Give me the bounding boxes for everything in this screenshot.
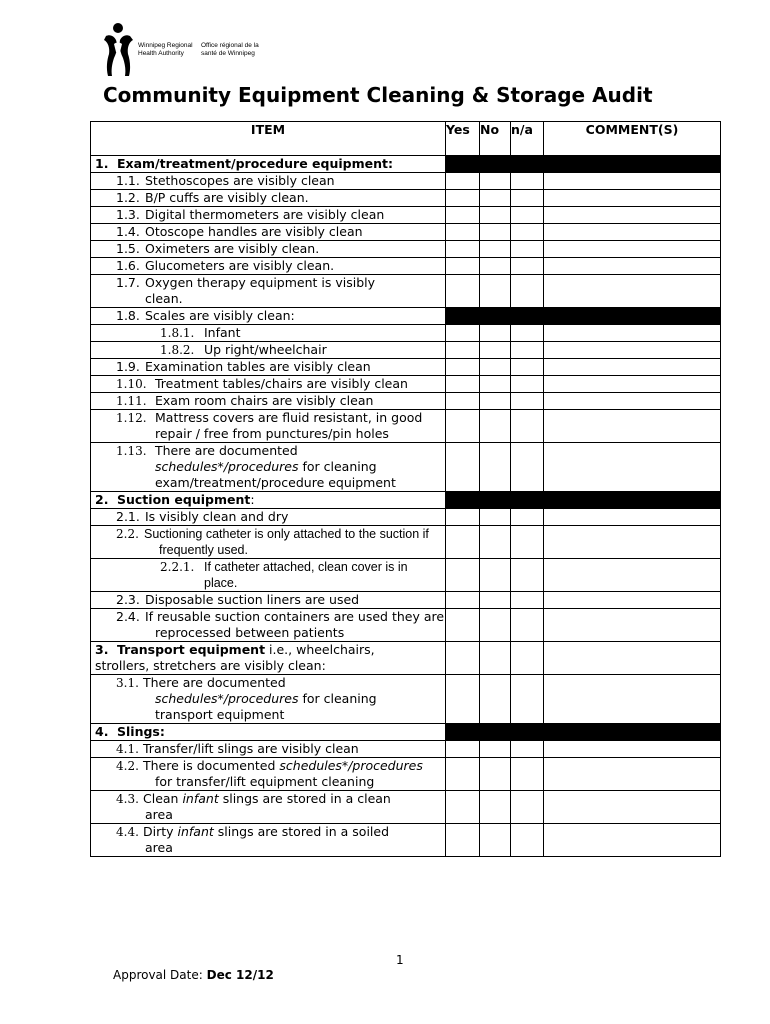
page-number: 1	[396, 953, 404, 967]
comment-cell[interactable]	[544, 325, 721, 342]
no-cell[interactable]	[480, 526, 511, 559]
no-cell[interactable]	[480, 190, 511, 207]
comment-cell[interactable]	[544, 824, 721, 857]
item-text: Infant	[204, 325, 241, 340]
no-cell[interactable]	[480, 824, 511, 857]
na-cell[interactable]	[511, 190, 544, 207]
yes-cell[interactable]	[446, 207, 480, 224]
yes-cell[interactable]	[446, 342, 480, 359]
table-row: 1.1. Stethoscopes are visibly clean	[91, 173, 721, 190]
no-cell[interactable]	[480, 741, 511, 758]
item-text: There are documented schedules*/procedures for cleaning transport equipment	[143, 675, 377, 722]
no-cell[interactable]	[480, 592, 511, 609]
yes-cell[interactable]	[446, 675, 480, 724]
yes-cell[interactable]	[446, 741, 480, 758]
yes-cell[interactable]	[446, 824, 480, 857]
item-text: Otoscope handles are visibly clean	[145, 224, 363, 239]
section-row: 2. Suction equipment:	[91, 492, 721, 509]
yes-cell[interactable]	[446, 526, 480, 559]
no-cell[interactable]	[480, 609, 511, 642]
comment-cell[interactable]	[544, 741, 721, 758]
comments-column-header: COMMENT(S)	[544, 122, 721, 156]
item-text: If reusable suction containers are used they are reprocessed between patients	[145, 609, 445, 640]
subsection-row: 1.8. Scales are visibly clean:	[91, 308, 721, 325]
no-cell[interactable]	[480, 207, 511, 224]
comment-cell[interactable]	[544, 190, 721, 207]
table-row: 1.6. Glucometers are visibly clean.	[91, 258, 721, 275]
no-cell[interactable]	[480, 258, 511, 275]
org-name-french: Office régional de la santé de Winnipeg	[201, 42, 259, 57]
section-title: Slings:	[117, 724, 165, 739]
section-row: 1. Exam/treatment/procedure equipment:	[91, 156, 721, 173]
item-text: Glucometers are visibly clean.	[145, 258, 335, 273]
item-text: Digital thermometers are visibly clean	[145, 207, 385, 222]
table-row: 2.3. Disposable suction liners are used	[91, 592, 721, 609]
comment-cell[interactable]	[544, 359, 721, 376]
table-row: 1.9. Examination tables are visibly clean	[91, 359, 721, 376]
table-row: 1.11. Exam room chairs are visibly clean	[91, 393, 721, 410]
no-cell[interactable]	[480, 325, 511, 342]
comment-cell[interactable]	[544, 642, 721, 675]
no-cell[interactable]	[480, 443, 511, 492]
item-text: Disposable suction liners are used	[145, 592, 360, 607]
no-cell[interactable]	[480, 173, 511, 190]
table-row: 4.3. Clean infant slings are stored in a clean area	[91, 791, 721, 824]
no-cell[interactable]	[480, 275, 511, 308]
na-cell[interactable]	[511, 592, 544, 609]
comment-cell[interactable]	[544, 207, 721, 224]
na-cell[interactable]	[511, 443, 544, 492]
yes-cell[interactable]	[446, 325, 480, 342]
no-cell[interactable]	[480, 393, 511, 410]
item-text: Stethoscopes are visibly clean	[145, 173, 335, 188]
na-cell[interactable]	[511, 609, 544, 642]
na-cell[interactable]	[511, 258, 544, 275]
item-text: Clean infant slings are stored in a clean area	[143, 791, 391, 822]
no-cell[interactable]	[480, 241, 511, 258]
table-row: 1.10. Treatment tables/chairs are visibly clean	[91, 376, 721, 393]
na-cell[interactable]	[511, 526, 544, 559]
na-cell[interactable]	[511, 275, 544, 308]
wrha-figure-icon	[100, 22, 136, 78]
comment-cell[interactable]	[544, 559, 721, 592]
no-cell[interactable]	[480, 675, 511, 724]
section-title: Suction equipment	[117, 492, 251, 507]
table-row: 3.1. There are documented schedules*/procedures for cleaning transport equipment	[91, 675, 721, 724]
table-row: 1.2. B/P cuffs are visibly clean.	[91, 190, 721, 207]
na-column-header: n/a	[511, 122, 544, 156]
section-title: Transport equipment	[117, 642, 266, 657]
yes-cell[interactable]	[446, 791, 480, 824]
item-text: Dirty infant slings are stored in a soiled area	[143, 824, 390, 855]
comment-cell[interactable]	[544, 410, 721, 443]
table-row: 2.4. If reusable suction containers are used they are reprocessed between patients	[91, 609, 721, 642]
item-text: Is visibly clean and dry	[145, 509, 289, 524]
yes-cell[interactable]	[446, 173, 480, 190]
item-column-header: ITEM	[91, 122, 446, 156]
no-cell[interactable]	[480, 559, 511, 592]
yes-cell[interactable]	[446, 758, 480, 791]
comment-cell[interactable]	[544, 241, 721, 258]
approval-label: Approval Date:	[113, 968, 203, 982]
na-cell[interactable]	[511, 758, 544, 791]
table-row: 1.8.2. Up right/wheelchair	[91, 342, 721, 359]
item-text: Mattress covers are fluid resistant, in good repair / free from punctures/pin holes	[155, 410, 423, 441]
table-row: 2.1. Is visibly clean and dry	[91, 509, 721, 526]
item-text: Exam room chairs are visibly clean	[155, 393, 374, 408]
comment-cell[interactable]	[544, 526, 721, 559]
na-cell[interactable]	[511, 741, 544, 758]
na-cell[interactable]	[511, 675, 544, 724]
yes-cell[interactable]	[446, 376, 480, 393]
header-row	[91, 122, 721, 156]
comment-cell[interactable]	[544, 342, 721, 359]
comment-cell[interactable]	[544, 275, 721, 308]
na-cell[interactable]	[511, 376, 544, 393]
table-row: 1.4. Otoscope handles are visibly clean	[91, 224, 721, 241]
na-cell[interactable]	[511, 824, 544, 857]
table-row: 1.8.1. Infant	[91, 325, 721, 342]
na-cell[interactable]	[511, 410, 544, 443]
comment-cell[interactable]	[544, 675, 721, 724]
na-cell[interactable]	[511, 559, 544, 592]
comment-cell[interactable]	[544, 609, 721, 642]
comment-cell[interactable]	[544, 509, 721, 526]
item-text: Suctioning catheter is only attached to the suction if frequently used.	[144, 527, 429, 557]
item-text: Examination tables are visibly clean	[145, 359, 371, 374]
org-name-english: Winnipeg Regional Health Authority	[138, 42, 193, 57]
wrha-logo	[100, 22, 280, 78]
na-cell[interactable]	[511, 642, 544, 675]
no-cell[interactable]	[480, 359, 511, 376]
yes-cell[interactable]	[446, 359, 480, 376]
no-cell[interactable]	[480, 376, 511, 393]
na-cell[interactable]	[511, 359, 544, 376]
item-text: Oximeters are visibly clean.	[145, 241, 320, 256]
no-cell[interactable]	[480, 342, 511, 359]
comment-cell[interactable]	[544, 258, 721, 275]
yes-column-header: Yes	[446, 122, 480, 156]
item-text: Treatment tables/chairs are visibly clean	[155, 376, 408, 391]
na-cell[interactable]	[511, 325, 544, 342]
table-row: 2.2.1. If catheter attached, clean cover is in place.	[91, 559, 721, 592]
na-cell[interactable]	[511, 791, 544, 824]
yes-cell[interactable]	[446, 258, 480, 275]
na-cell[interactable]	[511, 173, 544, 190]
na-cell[interactable]	[511, 241, 544, 258]
item-text: B/P cuffs are visibly clean.	[145, 190, 309, 205]
comment-cell[interactable]	[544, 393, 721, 410]
item-text: Up right/wheelchair	[204, 342, 327, 357]
comment-cell[interactable]	[544, 376, 721, 393]
table-row: 4.2. There is documented schedules*/procedures for transfer/lift equipment cleaning	[91, 758, 721, 791]
na-cell[interactable]	[511, 509, 544, 526]
yes-cell[interactable]	[446, 509, 480, 526]
item-text: There are documented schedules*/procedures for cleaning exam/treatment/procedure equipment	[155, 443, 396, 490]
na-cell[interactable]	[511, 342, 544, 359]
section-row: 4. Slings:	[91, 724, 721, 741]
table-row: 4.4. Dirty infant slings are stored in a soiled area	[91, 824, 721, 857]
yes-cell[interactable]	[446, 559, 480, 592]
na-cell[interactable]	[511, 393, 544, 410]
no-cell[interactable]	[480, 791, 511, 824]
yes-cell[interactable]	[446, 642, 480, 675]
yes-cell[interactable]	[446, 224, 480, 241]
no-cell[interactable]	[480, 758, 511, 791]
table-row: 1.3. Digital thermometers are visibly clean	[91, 207, 721, 224]
table-row: 4.1. Transfer/lift slings are visibly clean	[91, 741, 721, 758]
yes-cell[interactable]	[446, 241, 480, 258]
no-cell[interactable]	[480, 224, 511, 241]
comment-cell[interactable]	[544, 224, 721, 241]
table-row: 1.5. Oximeters are visibly clean.	[91, 241, 721, 258]
table-row: 1.7. Oxygen therapy equipment is visibly clean.	[91, 275, 721, 308]
na-cell[interactable]	[511, 224, 544, 241]
comment-cell[interactable]	[544, 592, 721, 609]
table-row: 1.12. Mattress covers are fluid resistant, in good repair / free from punctures/pin holes	[91, 410, 721, 443]
no-cell[interactable]	[480, 509, 511, 526]
item-text: If catheter attached, clean cover is in place.	[204, 560, 408, 590]
section-row: 3. Transport equipment i.e., wheelchairs, strollers, stretchers are visibly clean:	[91, 642, 721, 675]
section-title: Exam/treatment/procedure equipment:	[117, 156, 393, 171]
na-cell[interactable]	[511, 207, 544, 224]
item-text: Oxygen therapy equipment is visibly clean.	[145, 275, 376, 306]
item-text: Transfer/lift slings are visibly clean	[143, 741, 359, 756]
approval-date-line	[113, 968, 274, 982]
yes-cell[interactable]	[446, 592, 480, 609]
no-cell[interactable]	[480, 642, 511, 675]
yes-cell[interactable]	[446, 443, 480, 492]
comment-cell[interactable]	[544, 758, 721, 791]
no-column-header: No	[480, 122, 511, 156]
yes-cell[interactable]	[446, 410, 480, 443]
comment-cell[interactable]	[544, 443, 721, 492]
no-cell[interactable]	[480, 410, 511, 443]
approval-date: Dec 12/12	[206, 968, 274, 982]
table-row: 1.13. There are documented schedules*/procedures for cleaning exam/treatment/procedure equipment	[91, 443, 721, 492]
item-text: There is documented schedules*/procedures for transfer/lift equipment cleaning	[143, 758, 423, 789]
table-row: 2.2. Suctioning catheter is only attached to the suction if frequently used.	[91, 526, 721, 559]
audit-table	[90, 121, 721, 857]
yes-cell[interactable]	[446, 275, 480, 308]
comment-cell[interactable]	[544, 791, 721, 824]
yes-cell[interactable]	[446, 609, 480, 642]
page-title: Community Equipment Cleaning & Storage Audit	[103, 83, 653, 107]
yes-cell[interactable]	[446, 393, 480, 410]
comment-cell[interactable]	[544, 173, 721, 190]
yes-cell[interactable]	[446, 190, 480, 207]
item-text: Scales are visibly clean:	[145, 308, 295, 323]
